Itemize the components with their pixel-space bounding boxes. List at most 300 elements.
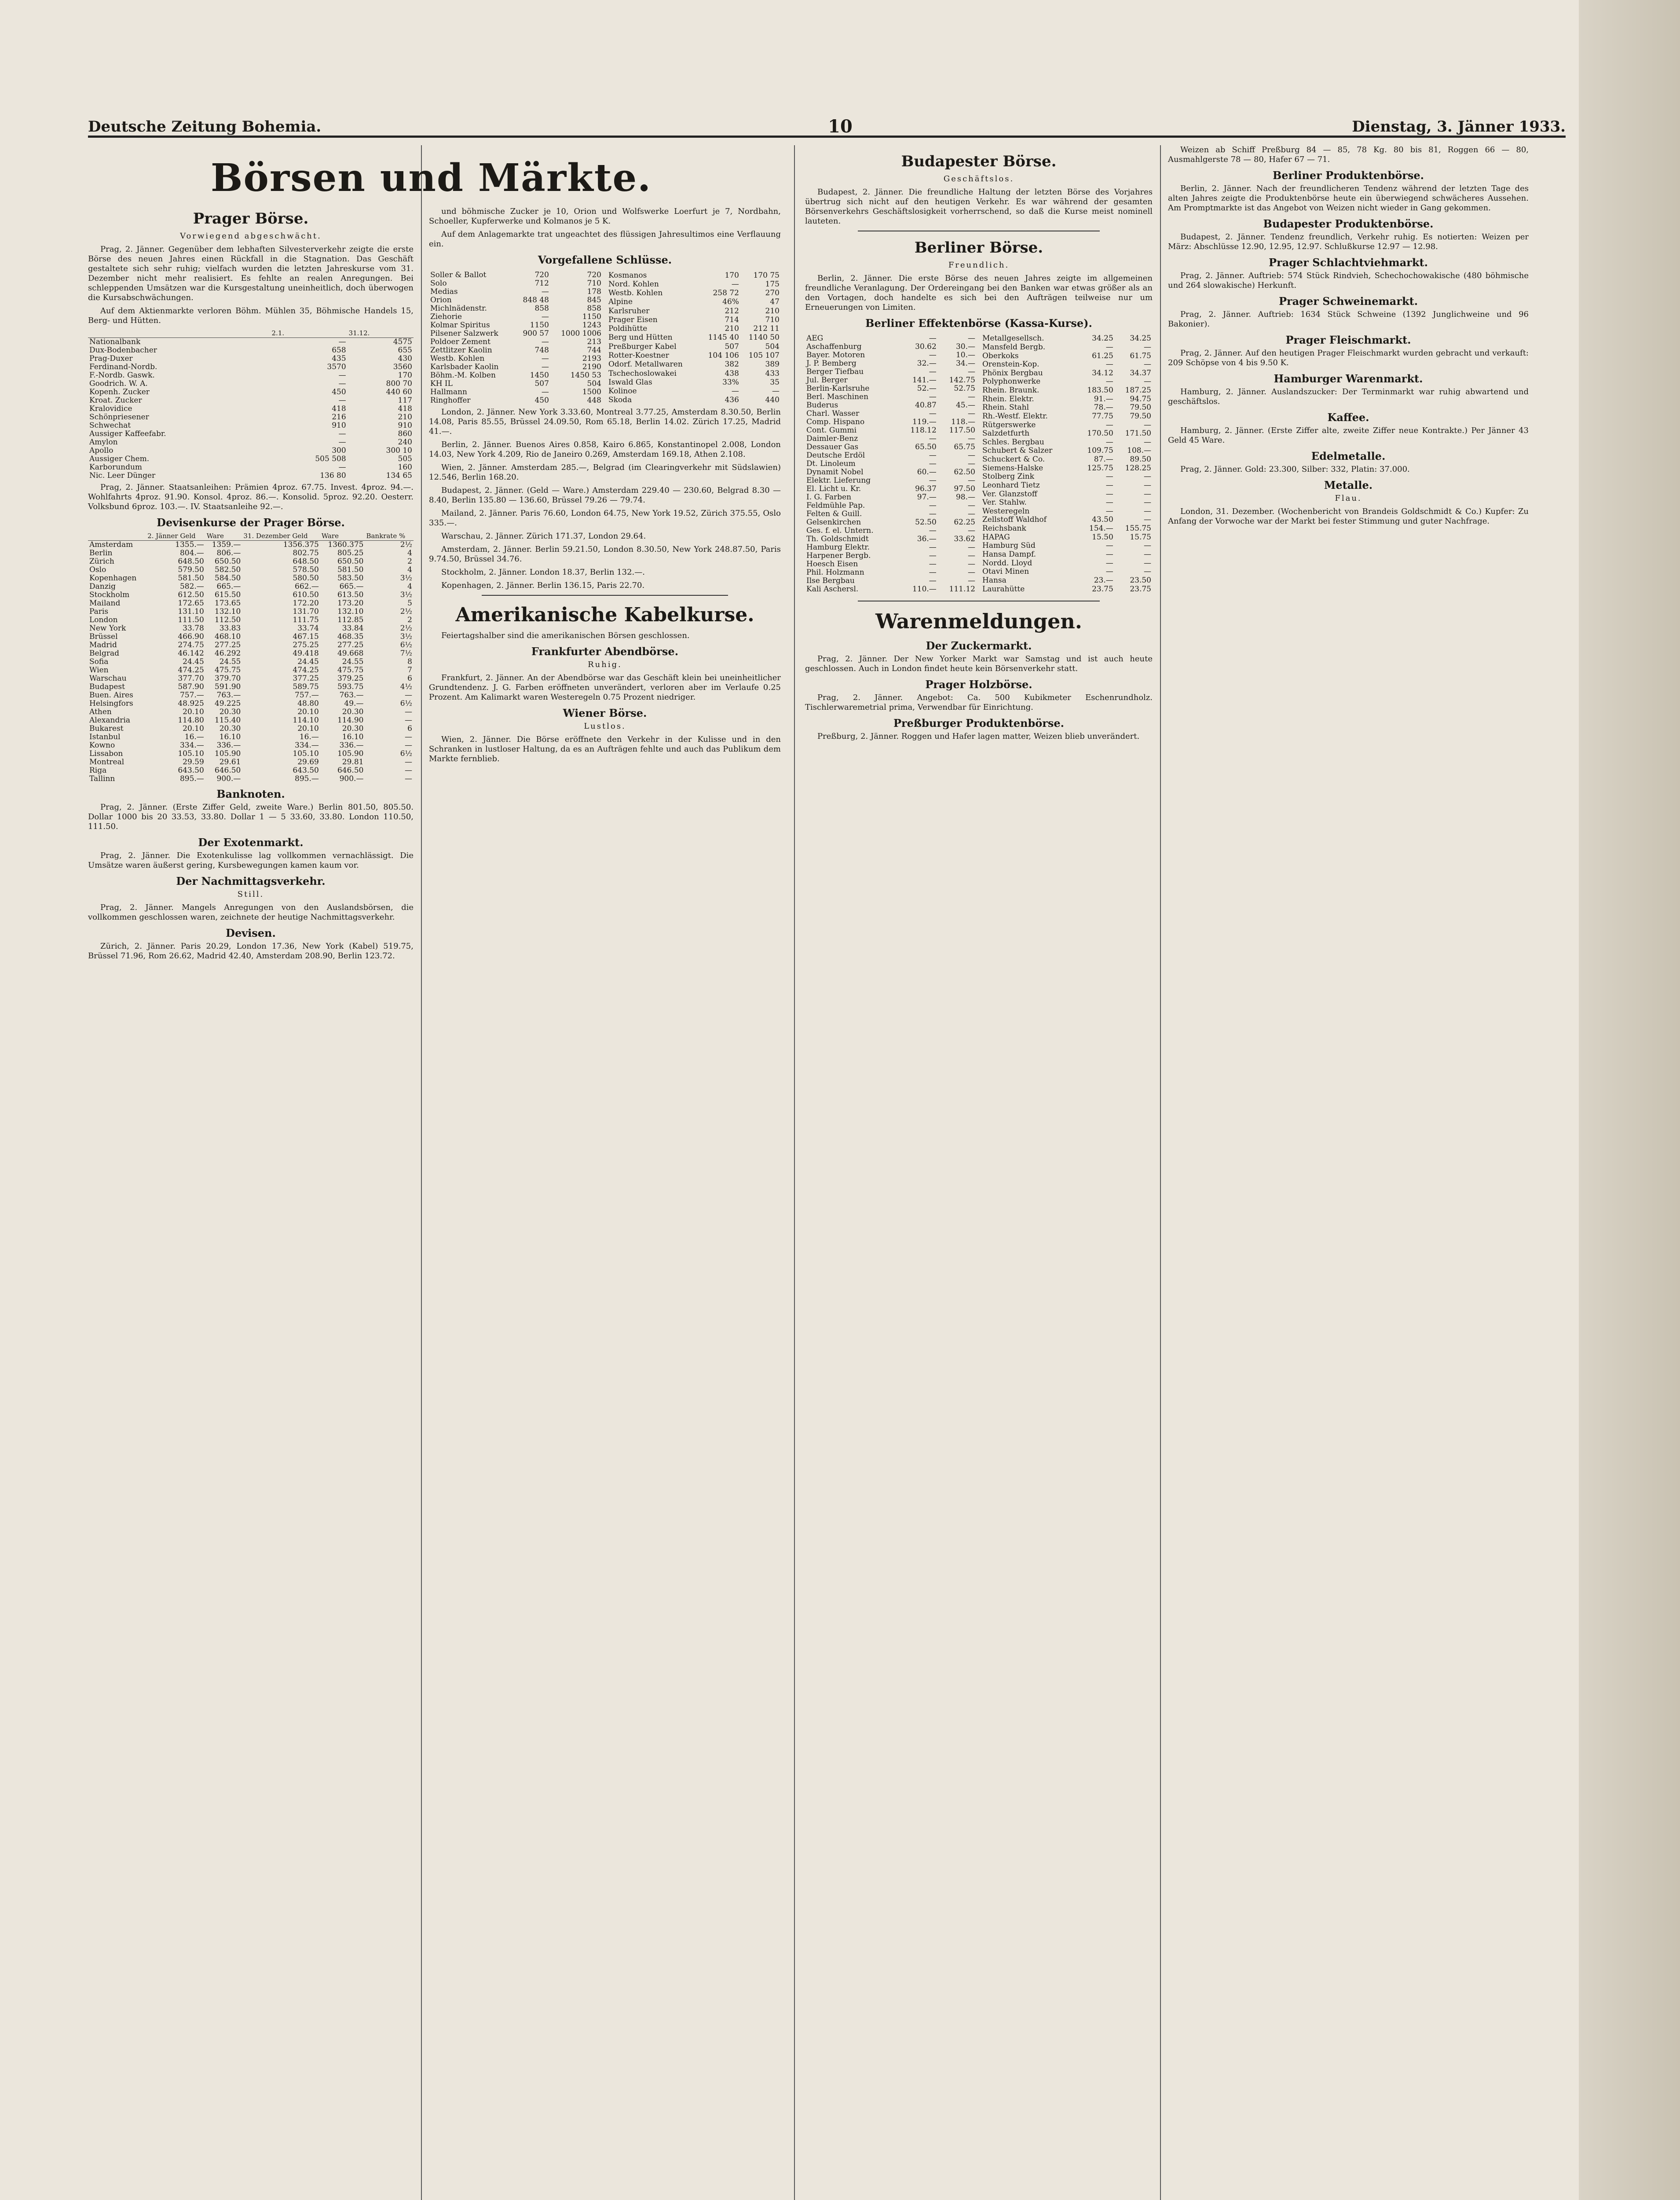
article-text: Budapest, 2. Jänner. Die freundliche Haltung der letzten Börse des Vorjahres übertrug sich nicht auf den heutigen Verkehr. Es war während der gesamten Börsenverkehrs Geschäftslosigkeit vorherrschend, so daß die Kurse meist nominell lauteten. [805, 187, 1153, 226]
row-value: — [968, 543, 975, 552]
row-value: 6½ [400, 699, 412, 708]
table-row [88, 430, 414, 438]
row-value: 142.75 [949, 376, 975, 385]
row-label: Felten & Guill. [806, 510, 862, 518]
row-value: 114.10 [293, 716, 319, 725]
row-value: 24.55 [219, 657, 241, 666]
row-value: 20.10 [183, 724, 204, 733]
row-value: 154.— [1089, 524, 1113, 533]
table-row [429, 296, 603, 304]
row-value: 436 [725, 396, 739, 405]
row-label: Preßburger Kabel [608, 342, 677, 351]
article-text: Budapest, 2. Jänner. (Geld — Ware.) Amsterdam 229.40 — 230.60, Belgrad 8.30 — 8.40, Berlin 135.80 — 136.60, Brüssel 79.26 — 79.74. [429, 486, 781, 505]
row-value: — [1105, 567, 1113, 576]
table-row [88, 574, 414, 583]
row-value: 33% [722, 378, 739, 387]
table-row [805, 510, 977, 518]
table-row [88, 750, 414, 758]
row-value: 20.30 [219, 724, 241, 733]
row-value: 1355.— [175, 540, 204, 549]
table-row [88, 549, 414, 557]
row-value: 132.10 [214, 607, 241, 616]
row-value: — [541, 354, 549, 363]
row-value: 23.50 [1130, 576, 1151, 585]
row-value: 118.12 [910, 426, 937, 435]
table-row [607, 325, 781, 334]
table-row [805, 460, 977, 468]
table-row [981, 386, 1153, 395]
row-value: 49.668 [337, 649, 364, 658]
table-row [805, 410, 977, 418]
table-row [88, 725, 414, 733]
devisenkurse-title: Devisenkurse der Prager Börse. [157, 516, 345, 529]
row-value: 170 75 [753, 271, 780, 280]
row-value: 6½ [400, 641, 412, 649]
kaffee-title: Kaffee. [1327, 411, 1369, 424]
table-row [88, 641, 414, 649]
article-text: Hamburg, 2. Jänner. Auslandszucker: Der Terminmarkt war ruhig abwartend und geschäftslos. [1168, 387, 1529, 406]
table-row [88, 683, 414, 691]
row-value: 45.— [955, 401, 975, 410]
table-row [981, 455, 1153, 464]
row-label: Rh.-Westf. Elektr. [982, 411, 1048, 421]
row-value: 336.— [339, 741, 364, 750]
row-value: 4575 [393, 337, 412, 346]
row-value: 78.— [1094, 403, 1113, 412]
schluesse-tables [429, 268, 781, 407]
row-value: — [1105, 420, 1113, 429]
row-value: 806.— [216, 549, 241, 557]
row-label: Nordd. Lloyd [982, 558, 1032, 568]
row-label: Feldmühle Pap. [806, 501, 865, 510]
row-value: 435 [332, 354, 346, 363]
row-value: 1356.375 [283, 540, 319, 549]
row-value: 117 [398, 396, 412, 405]
row-label: Athen [89, 708, 112, 716]
row-value: 3560 [393, 363, 412, 371]
row-value: 1150 [530, 321, 549, 330]
row-value: 802.75 [293, 549, 319, 557]
page-number: 10 [828, 116, 853, 137]
row-value: 16.10 [219, 733, 241, 741]
row-label: Charl. Wasser [806, 409, 860, 418]
row-value: 160 [398, 463, 412, 472]
row-value: — [541, 337, 549, 346]
row-value: 114.80 [178, 716, 204, 725]
row-value: 96.37 [915, 484, 937, 493]
row-value: 111.12 [949, 585, 975, 594]
row-value: 43.50 [1092, 515, 1113, 524]
table-row [607, 280, 781, 289]
row-value: 710 [765, 315, 780, 324]
frankfurter-subtitle: Ruhig. [588, 660, 622, 669]
row-value: 591.90 [214, 682, 241, 691]
row-value: — [772, 387, 780, 396]
row-value: 212 [725, 306, 739, 315]
row-value: 52.50 [915, 518, 937, 527]
row-value: 277.25 [337, 641, 364, 649]
pressburg-title: Preßburger Produktenbörse. [893, 717, 1065, 730]
table-row [88, 599, 414, 608]
holzboerse-title: Prager Holzbörse. [925, 678, 1032, 691]
row-value: 10.— [955, 351, 975, 359]
row-label: Madrid [89, 641, 117, 649]
frankfurter-title: Frankfurter Abendbörse. [531, 645, 679, 658]
row-label: Cont. Gummi [806, 426, 857, 435]
row-value: 581.50 [178, 574, 204, 583]
table-row [88, 733, 414, 741]
table-row [88, 758, 414, 766]
row-value: 171.50 [1125, 429, 1151, 438]
article-text: Amsterdam, 2. Jänner. Berlin 59.21.50, London 8.30.50, New York 248.87.50, Paris 9.74.50, Brüssel 34.76. [429, 545, 781, 564]
row-value: — [968, 476, 975, 485]
row-value: 15.75 [1130, 532, 1151, 542]
table-row [88, 338, 414, 347]
table-row [88, 700, 414, 708]
row-value: 910 [398, 421, 412, 430]
row-label: Rotter-Koestner [608, 351, 669, 360]
row-value: 475.75 [337, 666, 364, 675]
row-label: Warschau [89, 674, 127, 683]
schluesse-title: Vorgefallene Schlüsse. [538, 253, 672, 266]
row-label: Goodrich. W. A. [89, 379, 148, 388]
row-value: 468.35 [337, 632, 364, 641]
table-row [607, 334, 781, 342]
devisen-table [88, 532, 414, 783]
row-value: 141.— [912, 376, 937, 385]
table-row [429, 279, 603, 288]
row-value: — [968, 434, 975, 443]
row-label: Helsingfors [89, 699, 133, 708]
row-value: 213 [587, 337, 601, 346]
row-label: Berlin [89, 549, 113, 557]
row-value: 34.25 [1092, 334, 1113, 343]
row-label: Comp. Hispano [806, 418, 865, 426]
row-value: 3½ [400, 590, 412, 599]
column-2 [429, 207, 781, 2200]
column-divider [421, 145, 422, 2200]
row-value: — [1105, 558, 1113, 568]
row-value: 377.25 [293, 674, 319, 683]
row-value: — [968, 576, 975, 585]
row-value: — [1144, 558, 1151, 568]
table-row [981, 360, 1153, 369]
row-value: 117.50 [949, 426, 975, 435]
table-row [607, 307, 781, 315]
row-value: 97.50 [954, 484, 975, 493]
row-label: Schubert & Salzer [982, 446, 1053, 455]
row-value: 136 80 [320, 471, 346, 480]
column-divider [1160, 145, 1161, 2200]
row-value: 170.50 [1087, 429, 1113, 438]
row-value: 210 [725, 324, 739, 334]
row-value: 46.292 [214, 649, 241, 658]
table-row [981, 378, 1153, 386]
row-label: Belgrad [89, 649, 120, 658]
table-row [805, 577, 977, 585]
row-value: — [929, 526, 937, 535]
row-value: 334.— [295, 741, 319, 750]
table-row [981, 447, 1153, 455]
table-row [805, 552, 977, 560]
row-value: 173.65 [214, 599, 241, 608]
table-row [88, 438, 414, 447]
row-value: 845 [587, 296, 601, 304]
row-value: 87.— [1094, 455, 1113, 464]
row-value: 2 [407, 616, 412, 624]
row-value: 134 65 [386, 471, 412, 480]
row-label: Zellstoff Waldhof [982, 515, 1047, 524]
table-row [981, 576, 1153, 585]
table-row [805, 359, 977, 368]
row-value: 114.90 [337, 716, 364, 725]
exotenmarkt-title: Der Exotenmarkt. [198, 836, 304, 849]
row-label: Stolberg Zink [982, 472, 1035, 481]
table-row [981, 403, 1153, 412]
row-value: 379.70 [214, 674, 241, 683]
row-value: 648.50 [293, 557, 319, 566]
row-value: — [338, 463, 346, 472]
row-value: 210 [398, 413, 412, 422]
row-value: 858 [534, 304, 549, 313]
row-value: — [541, 287, 549, 296]
row-label: Karborundum [89, 463, 143, 472]
row-value: 2 [407, 557, 412, 566]
table-row [805, 443, 977, 451]
row-label: Istanbul [89, 733, 121, 741]
table-row [805, 518, 977, 527]
row-value: — [405, 741, 412, 750]
row-label: Wien [89, 666, 109, 675]
row-value: — [405, 774, 412, 783]
row-value: 240 [398, 438, 412, 447]
row-value: 178 [587, 287, 601, 296]
row-label: Ilse Bergbau [806, 576, 855, 585]
article-text: Prag, 2. Jänner. Staatsanleihen: Prämien 4proz. 67.75. Invest. 4proz. 94.—. Wohlfahrts 4proz. 91.90. Konsol. 4proz. 86.—. Konsolid. 5proz. 92.20. Oesterr. Volksbund 6proz. 103.—. IV. Staatsanleihe 92.—. [88, 483, 414, 511]
row-value: — [1105, 342, 1113, 352]
article-text: Stockholm, 2. Jänner. London 18.37, Berlin 132.—. [441, 568, 645, 577]
row-value: — [405, 708, 412, 716]
row-value: 2193 [582, 354, 601, 363]
row-value: — [968, 560, 975, 568]
row-value: — [968, 551, 975, 560]
row-value: 507 [534, 379, 549, 388]
row-label: Berlin-Karlsruhe [806, 384, 870, 393]
article-text: London, 2. Jänner. New York 3.33.60, Montreal 3.77.25, Amsterdam 8.30.50, Berlin 14.08, Paris 85.55, Brüssel 24.09.50, Rom 65.18, Berlin 14.02. Zürich 17.25, Madrid 41.—. [429, 407, 781, 436]
table-row [88, 766, 414, 775]
row-value: 20.30 [342, 708, 364, 716]
row-label: Laurahütte [982, 584, 1025, 594]
row-value: 748 [534, 346, 549, 355]
row-label: London [89, 616, 118, 624]
table-row [88, 405, 414, 413]
row-value: 580.50 [293, 574, 319, 583]
table-row [805, 401, 977, 410]
table-row [981, 481, 1153, 490]
row-value: 108.— [1127, 446, 1151, 455]
table-row [88, 355, 414, 363]
row-label: Mansfeld Bergb. [982, 342, 1046, 352]
row-value: — [1144, 437, 1151, 447]
row-value: 20.10 [183, 708, 204, 716]
row-value: — [1105, 498, 1113, 507]
row-value: 336.— [216, 741, 241, 750]
row-value: 615.50 [214, 590, 241, 599]
row-value: 20.30 [342, 724, 364, 733]
row-label: Salzdetfurth [982, 429, 1030, 438]
column-3 [805, 145, 1153, 2200]
row-value: 105.10 [293, 749, 319, 758]
table-row [607, 315, 781, 324]
row-value: 89.50 [1130, 455, 1151, 464]
row-value: — [929, 409, 937, 418]
table-row [88, 363, 414, 371]
row-label: Rhein. Elektr. [982, 394, 1034, 403]
row-label: Poldihütte [608, 324, 648, 334]
table-row [981, 429, 1153, 438]
table-row [805, 527, 977, 535]
row-label: Nic. Leer Dünger [89, 471, 156, 480]
row-label: Westb. Kohlen [430, 354, 485, 363]
row-value: — [929, 459, 937, 468]
row-value: 65.75 [954, 443, 975, 451]
row-value: 6½ [400, 749, 412, 758]
row-value: — [929, 392, 937, 401]
article-text: Frankfurt, 2. Jänner. An der Abendbörse war das Geschäft klein bei uneinheitlicher Grundtendenz. J. G. Farben eröffneten unverändert, verloren aber im Verlaufe 0.25 Prozent. Am Kalimarkt waren Westeregeln 0.75 Prozent niedriger. [429, 673, 781, 702]
row-value: 418 [398, 404, 412, 413]
row-value: 7 [407, 666, 412, 675]
row-value: 23.75 [1092, 584, 1113, 594]
row-value: — [1105, 472, 1113, 481]
table-row [805, 477, 977, 485]
row-value: 155.75 [1125, 524, 1151, 533]
table-row [88, 775, 414, 783]
berliner-title: Berliner Börse. [914, 239, 1043, 257]
table-row [805, 535, 977, 543]
row-label: Kopenh. Zucker [89, 388, 150, 396]
row-value: 275.25 [293, 641, 319, 649]
row-label: Kralovidice [89, 404, 132, 413]
page-header [88, 118, 1566, 138]
table-row [981, 490, 1153, 499]
table-row [429, 346, 603, 355]
row-label: Tallinn [89, 774, 115, 783]
row-label: Th. Goldschmidt [806, 535, 869, 543]
row-value: 382 [725, 360, 739, 369]
row-label: Schwechat [89, 421, 131, 430]
row-value: — [338, 379, 346, 388]
row-value: 65.50 [915, 443, 937, 451]
table-row [805, 568, 977, 577]
row-label: Aussiger Chem. [89, 455, 150, 463]
row-value: 33.78 [183, 624, 204, 633]
article-text: Prag, 2. Jänner. Angebot: Ca. 500 Kubikmeter Eschenrundholz. Tischlerwaremetrial prima, Verwendbar für Einrichtung. [805, 693, 1153, 712]
table-row [429, 396, 603, 405]
row-label: Buen. Aires [89, 691, 133, 700]
row-value: 4½ [400, 682, 412, 691]
article-text: Prag, 2. Jänner. Gold: 23.300, Silber: 332, Platin: 37.000. [1180, 465, 1410, 474]
row-value: 860 [398, 429, 412, 438]
column-divider [794, 145, 795, 2200]
row-value: 610.50 [293, 590, 319, 599]
row-value: 210 [765, 306, 780, 315]
newspaper-name: Deutsche Zeitung Bohemia. [88, 118, 322, 136]
row-label: Berger Tiefbau [806, 367, 864, 376]
row-value: — [1144, 515, 1151, 524]
row-value: 105.90 [337, 749, 364, 758]
table-row [607, 387, 781, 396]
row-label: Siemens-Halske [982, 463, 1043, 473]
row-label: Poldoer Zement [430, 337, 490, 346]
row-value: 20.10 [297, 708, 319, 716]
row-value: — [929, 510, 937, 518]
row-value: 270 [765, 289, 780, 298]
row-value: 643.50 [178, 766, 204, 775]
row-value: — [338, 438, 346, 447]
wiener-subtitle: Lustlos. [584, 722, 626, 731]
table-row [88, 658, 414, 666]
row-value: 23.75 [1130, 584, 1151, 594]
row-label: Montreal [89, 758, 124, 766]
table-row [981, 412, 1153, 421]
row-label: Ringhoffer [430, 396, 471, 405]
row-label: I. G. Farben [806, 493, 852, 502]
row-value: 2½ [400, 624, 412, 633]
row-label: Riga [89, 766, 107, 775]
column-header: 31. Dezember Geld [242, 532, 320, 541]
row-value: — [1105, 541, 1113, 550]
row-value: 16.— [184, 733, 204, 741]
row-label: Odorf. Metallwaren [608, 360, 683, 369]
table-row [981, 533, 1153, 542]
row-value: 1360.375 [328, 540, 364, 549]
table-row [88, 691, 414, 700]
budapester-subtitle: Geschäftslos. [943, 174, 1014, 183]
row-value: — [731, 387, 739, 396]
row-label: Kroat. Zucker [89, 396, 142, 405]
row-value: 578.50 [293, 565, 319, 574]
column-header [88, 532, 146, 541]
row-label: Daimler-Benz [806, 434, 858, 443]
row-value: 587.90 [178, 682, 204, 691]
effekten-title: Berliner Effektenbörse (Kassa-Kurse). [865, 317, 1092, 330]
table-row [805, 435, 977, 443]
table-row [88, 557, 414, 566]
row-value: 1500 [582, 388, 601, 396]
row-value: 858 [587, 304, 601, 313]
row-value: 2190 [582, 363, 601, 371]
row-value: 16.10 [342, 733, 364, 741]
row-value: 30.— [955, 342, 975, 351]
row-label: Schönpriesener [89, 413, 149, 422]
row-value: 29.59 [183, 758, 204, 766]
article-text: Prag, 2. Jänner. Der New Yorker Markt war Samstag und ist auch heute geschlossen. Auch in London findet heute kein Börsenverkehr statt. [805, 654, 1153, 673]
row-label: Dt. Linoleum [806, 459, 856, 468]
row-value: 105.90 [214, 749, 241, 758]
row-label: Phönix Bergbau [982, 368, 1043, 378]
table-row [88, 666, 414, 675]
article-text: Berlin, 2. Jänner. Nach der freundlicheren Tendenz während der letzten Tage des alten Jahres zeigte die Produktenbörse heute ein überwiegend schwächeres Aussehen. Am Promptmarkte ist das Angebot von Weizen nicht wieder in Gang gekommen. [1168, 184, 1529, 213]
table-row [981, 585, 1153, 594]
prager-boerse-title: Prager Börse. [193, 210, 309, 227]
row-label: Dux-Bodenbacher [89, 346, 157, 355]
table-row [429, 304, 603, 313]
row-value: — [405, 733, 412, 741]
table-row [88, 396, 414, 405]
table-row [981, 421, 1153, 429]
row-value: — [1144, 342, 1151, 352]
row-label: Hamburg Elektr. [806, 543, 870, 552]
